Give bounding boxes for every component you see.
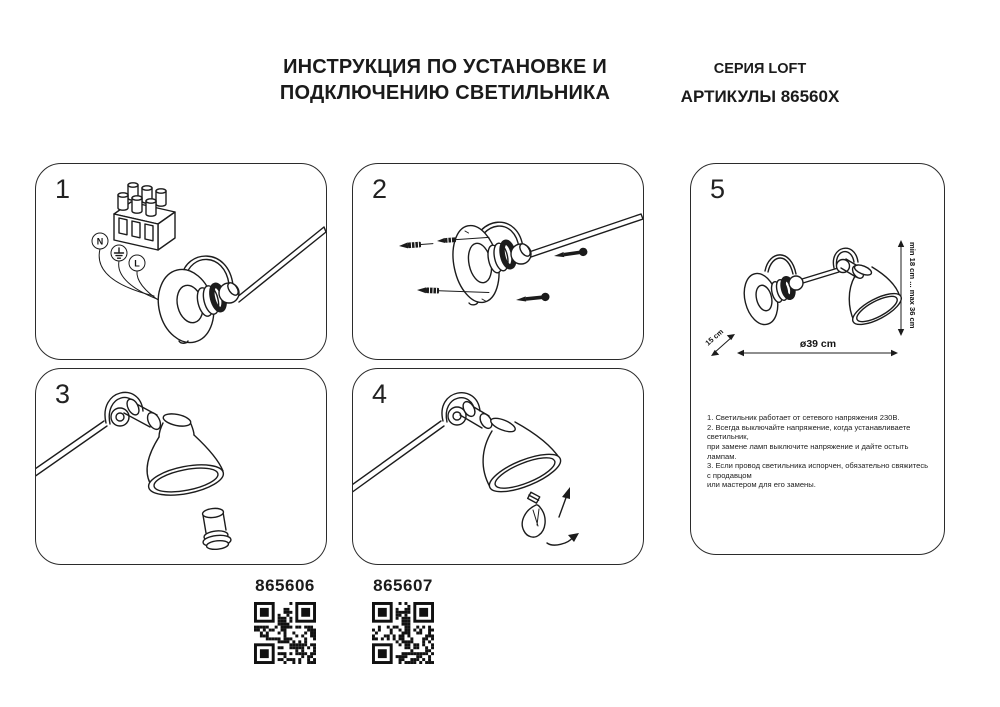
article-number: 865607 [373, 576, 433, 595]
width-dimension-arrow [737, 338, 898, 356]
neutral-label: N [96, 236, 104, 247]
wall-anchor-icon [399, 241, 433, 249]
bulb-icon [522, 492, 545, 537]
insert-arrow-icon [559, 487, 570, 517]
diameter-label: ø39 cm [799, 338, 837, 350]
article-number: 865606 [255, 576, 315, 595]
step-number: 3 [55, 379, 71, 409]
articles-label: АРТИКУЛЫ 86560X [680, 87, 840, 106]
note-line: или мастером для его замены. [707, 480, 816, 490]
step-panel-3 [35, 368, 327, 565]
depth-label: 15 cm [703, 326, 726, 348]
note-line: 1. Светильник работает от сетевого напряжения 230В. [707, 413, 900, 422]
mounting-screw-icon [553, 247, 588, 260]
wires [99, 249, 161, 302]
wall-base-drawing [151, 227, 326, 348]
terminal-block-icon [114, 183, 175, 250]
step-panel-1 [35, 163, 327, 360]
height-range-label: min 18 cm ... max 36 cm [908, 242, 917, 329]
title-line-1: ИНСТРУКЦИЯ ПО УСТАНОВКЕ И [283, 56, 607, 78]
mounting-screw-icon [516, 292, 550, 304]
title-line-2: ПОДКЛЮЧЕНИЮ СВЕТИЛЬНИКА [279, 82, 611, 105]
retaining-ring-drawing [202, 507, 231, 550]
depth-dimension-arrow [703, 327, 735, 356]
step4-bulb-installation-illustration [353, 369, 643, 564]
page-title [245, 54, 645, 107]
step-panel-5 [690, 163, 945, 555]
qr-code [254, 602, 316, 664]
height-dimension-arrow [898, 240, 917, 336]
note-line: 3. Если провод светильника испорчен, обязательно свяжитесь с продавцом [707, 461, 929, 480]
step-number: 1 [55, 174, 71, 204]
product-block [245, 576, 325, 669]
step5-dimensions-illustration [691, 164, 944, 554]
step2-mounting-illustration [353, 164, 643, 359]
qr-code [372, 602, 434, 664]
step-panel-2 [352, 163, 644, 360]
live-label: L [134, 258, 140, 269]
step-number: 4 [372, 379, 388, 409]
rotation-arrow-icon [547, 533, 579, 545]
assembled-lamp-drawing [739, 248, 905, 330]
step-panel-4 [352, 368, 644, 565]
step-number: 5 [710, 174, 726, 204]
step-number: 2 [372, 174, 388, 204]
series-label: СЕРИЯ LOFT [713, 61, 807, 77]
note-line: 2. Всегда выключайте напряжение, когда устанавливаете светильник, [707, 422, 911, 442]
safety-notes [707, 413, 933, 490]
product-block [363, 576, 443, 669]
step3-shade-assembly-illustration [36, 369, 326, 564]
step1-wiring-illustration [36, 164, 326, 359]
note-line: при замене ламп выключите напряжение и дайте остыть лампам. [707, 441, 909, 461]
lamp-shade-drawing [483, 415, 565, 499]
